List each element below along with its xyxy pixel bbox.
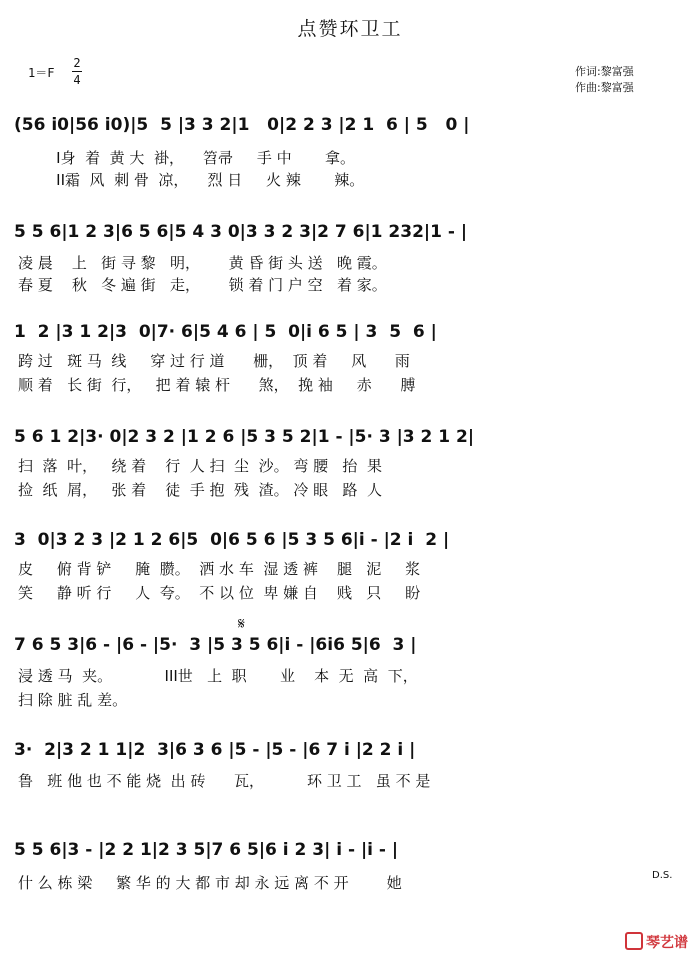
lyrics-verse-2: 顺 着 长 街 行， 把 着 辕 杆 煞， 挽 袖 赤 膊 xyxy=(18,376,416,394)
lyrics-verse-2: II霜 风 刺 骨 凉， 烈 日 火 辣 辣。 xyxy=(18,171,365,189)
notes-line: 7 6 5 3|6 - |6 - |5· 3 |5 3 5 6|i - |6i6 5|6 3 | xyxy=(14,635,417,655)
notes-line: 5 6 1 2|3· 0|2 3 2 |1 2 6 |5 3 5 2|1 - |5· 3 |3 2 1 2| xyxy=(14,427,475,447)
lyrics-verse-1: 跨 过 斑 马 线 穿 过 行 道 栅， 顶 着 风 雨 xyxy=(18,352,410,370)
key-signature: 1＝F xyxy=(28,66,55,80)
notes-line: 5 5 6|3 - |2 2 1|2 3 5|7 6 5|6 i 2 3| i - |i - | xyxy=(14,840,399,860)
lyrics-verse-1: 扫 落 叶， 绕 着 行 人 扫 尘 沙。 弯 腰 抬 果 xyxy=(18,457,382,475)
site-logo xyxy=(625,932,688,952)
lyrics-verse-1: I身 着 黄 大 褂， 笤帚 手 中 拿。 xyxy=(18,149,356,167)
lyrics-verse-1: 鲁 班 他 也 不 能 烧 出 砖 瓦， 环 卫 工 虽 不 是 xyxy=(18,772,431,790)
notes-line: 3 0|3 2 3 |2 1 2 6|5 0|6 5 6 |5 3 5 6|i - |2 i 2 | xyxy=(14,530,450,550)
logo-text: 琴艺谱 xyxy=(646,935,688,951)
lyrics-verse-1: 什 么 栋 梁 繁 华 的 大 都 市 却 永 远 离 不 开 她 xyxy=(18,874,402,892)
lyrics-verse-1: 凌 晨 上 街 寻 黎 明， 黄 昏 街 头 送 晚 霞。 xyxy=(18,254,387,272)
segno-sign: 𝄋 xyxy=(238,614,245,633)
lyrics-verse-1: 浸 透 马 夹。 III世 上 职 业 本 无 高 下， xyxy=(18,667,418,685)
ds-marking: D.S. xyxy=(652,870,673,881)
lyrics-verse-2: 扫 除 脏 乱 差。 xyxy=(18,691,128,709)
composer: 作曲:黎富强 xyxy=(575,81,634,94)
fraction-bar xyxy=(72,71,82,72)
lyrics-verse-2: 春 夏 秋 冬 遍 街 走， 锁 着 门 户 空 着 家。 xyxy=(18,276,387,294)
time-signature-bottom: 4 xyxy=(73,73,81,87)
lyrics-verse-1: 皮 俯 背 铲 腌 臜。 洒 水 车 湿 透 裤 腿 泥 浆 xyxy=(18,560,421,578)
time-signature xyxy=(72,56,82,87)
lyrics-verse-2: 笑 静 听 行 人 夸。 不 以 位 卑 嫌 自 贱 只 盼 xyxy=(18,584,421,602)
notes-line: 1 2 |3 1 2|3 0|7· 6|5 4 6 | 5 0|i 6 5 | 3 5 6 | xyxy=(14,322,437,342)
notes-line: 5 5 6|1 2 3|6 5 6|5 4 3 0|3 3 2 3|2 7 6|1 232|1 - | xyxy=(14,222,468,242)
page-title: 点赞环卫工 xyxy=(297,18,403,40)
time-signature-top: 2 xyxy=(73,56,81,70)
lyricist: 作词:黎富强 xyxy=(575,65,634,78)
lyrics-verse-2: 捡 纸 屑， 张 着 徒 手 抱 残 渣。 冷 眼 路 人 xyxy=(18,481,382,499)
notes-line: (56 i0|56 i0)|5 5 |3 3 2|1 0|2 2 3 |2 1 6 | 5 0 | xyxy=(14,115,470,135)
logo-icon xyxy=(625,932,643,950)
notes-line: 3· 2|3 2 1 1|2 3|6 3 6 |5 - |5 - |6 7 i |2 2 i | xyxy=(14,740,416,760)
credits xyxy=(575,64,634,96)
